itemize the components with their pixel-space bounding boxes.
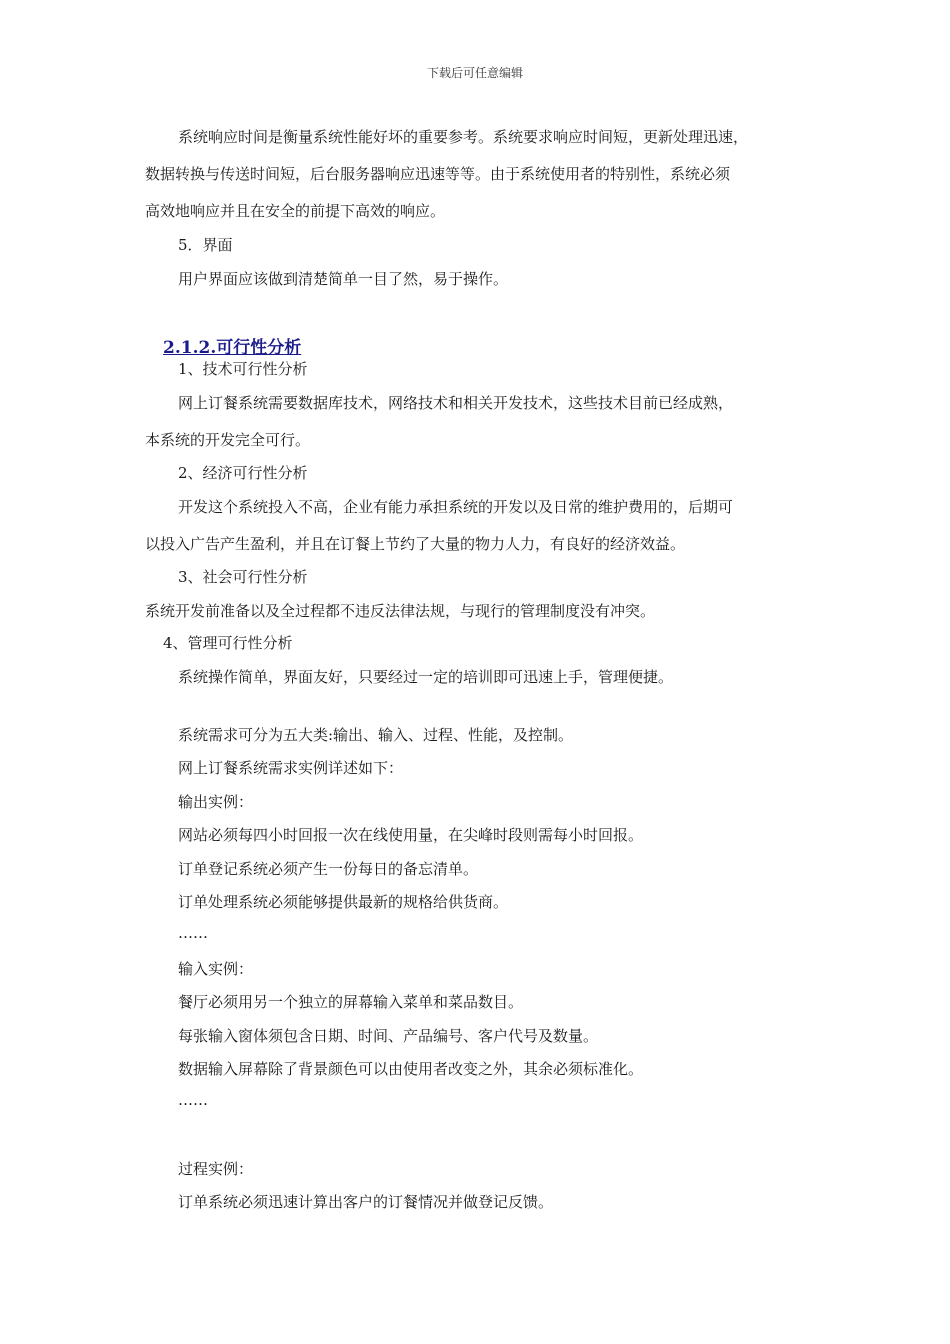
- section-heading-link[interactable]: 2.1.2.可行性分析: [163, 338, 302, 358]
- body-text-line: 系统响应时间是衡量系统性能好坏的重要参考。系统要求响应时间短，更新处理迅速，: [178, 128, 749, 146]
- ellipsis: ……: [178, 1091, 208, 1109]
- list-item-title: 5．界面: [178, 236, 233, 254]
- body-text-line: 订单处理系统必须能够提供最新的规格给供货商。: [178, 893, 509, 911]
- ellipsis: ……: [178, 924, 208, 942]
- body-text-line: 订单登记系统必须产生一份每日的备忘清单。: [178, 860, 479, 878]
- body-text-line: 高效地响应并且在安全的前提下高效的响应。: [145, 202, 446, 220]
- body-text-line: 数据转换与传送时间短，后台服务器响应迅速等等。由于系统使用者的特别性，系统必须: [145, 165, 731, 183]
- body-text-line: 以投入广告产生盈利，并且在订餐上节约了大量的物力人力，有良好的经济效益。: [145, 535, 686, 553]
- subsection-title: 1、技术可行性分析: [178, 360, 308, 378]
- body-text-line: 系统操作简单，界面友好，只要经过一定的培训即可迅速上手，管理便捷。: [178, 668, 674, 686]
- example-title: 输入实例：: [178, 960, 254, 978]
- body-text-line: 用户界面应该做到清楚简单一目了然，易于操作。: [178, 270, 509, 288]
- subsection-title: 4、管理可行性分析: [163, 634, 293, 652]
- body-text-line: 数据输入屏幕除了背景颜色可以由使用者改变之外，其余必须标准化。: [178, 1060, 644, 1078]
- page-header: 下载后可任意编辑: [426, 66, 523, 80]
- body-text-line: 网站必须每四小时回报一次在线使用量，在尖峰时段则需每小时回报。: [178, 826, 644, 844]
- body-text-line: 本系统的开发完全可行。: [145, 431, 311, 449]
- example-title: 过程实例：: [178, 1160, 254, 1178]
- body-text-line: 开发这个系统投入不高，企业有能力承担系统的开发以及日常的维护费用的，后期可: [178, 498, 734, 516]
- body-text-line: 网上订餐系统需要数据库技术，网络技术和相关开发技术，这些技术目前已经成熟，: [178, 394, 734, 412]
- body-text-line: 每张输入窗体须包含日期、时间、产品编号、客户代号及数量。: [178, 1027, 599, 1045]
- body-text-line: 订单系统必须迅速计算出客户的订餐情况并做登记反馈。: [178, 1193, 554, 1211]
- body-text-line: 系统开发前准备以及全过程都不违反法律法规，与现行的管理制度没有冲突。: [145, 602, 656, 620]
- example-title: 输出实例：: [178, 793, 254, 811]
- subsection-title: 2、经济可行性分析: [178, 464, 308, 482]
- body-text-line: 餐厅必须用另一个独立的屏幕输入菜单和菜品数目。: [178, 993, 524, 1011]
- body-text-line: 网上订餐系统需求实例详述如下：: [178, 759, 404, 777]
- subsection-title: 3、社会可行性分析: [178, 568, 308, 586]
- body-text-line: 系统需求可分为五大类:输出、输入、过程、性能，及控制。: [178, 726, 574, 744]
